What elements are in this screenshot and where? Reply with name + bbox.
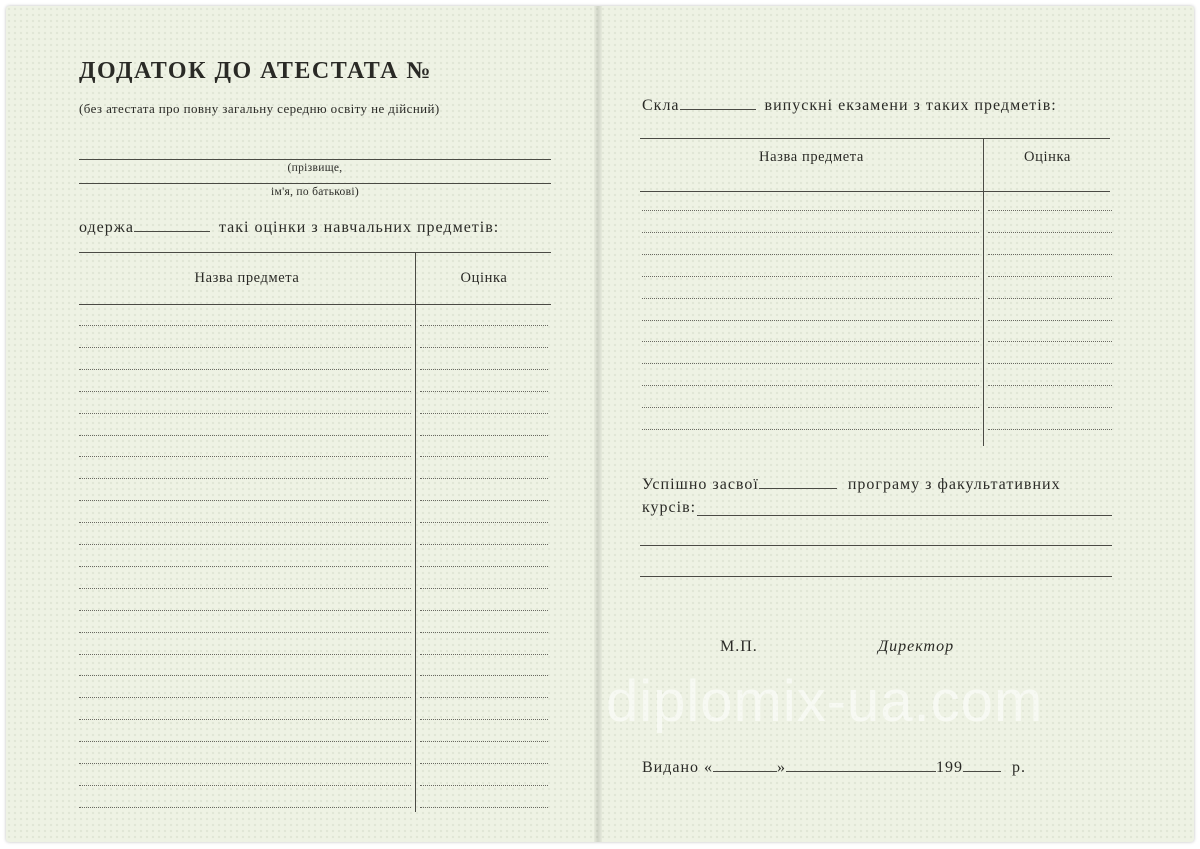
issued-month-blank xyxy=(786,756,936,772)
grade-entry-line xyxy=(988,429,1112,430)
grade-entry-line xyxy=(988,210,1112,211)
subject-entry-line xyxy=(79,807,411,808)
grade-entry-line xyxy=(420,544,548,545)
grade-entry-line xyxy=(420,719,548,720)
name-hint: ім'я, по батькові) xyxy=(271,186,359,198)
grade-entry-line xyxy=(420,675,548,676)
subject-entry-line xyxy=(642,298,979,299)
grade-entry-line xyxy=(420,632,548,633)
subject-entry-line xyxy=(79,391,411,392)
issued-year-blank xyxy=(963,756,1001,772)
exams-prefix: Скла xyxy=(642,97,680,114)
subject-entry-line xyxy=(79,413,411,414)
watermark: diplomix-ua.com xyxy=(606,669,1044,734)
subject-entry-line xyxy=(642,320,979,321)
grade-entry-line xyxy=(420,763,548,764)
surname-line xyxy=(79,159,551,160)
subject-entry-line xyxy=(79,654,411,655)
subject-entry-line xyxy=(79,566,411,567)
issued-line xyxy=(642,756,1026,777)
issued-day-blank xyxy=(713,756,777,772)
grade-entry-line xyxy=(988,320,1112,321)
issued-year-prefix: 199 xyxy=(936,759,964,776)
grade-entry-line xyxy=(988,276,1112,277)
grade-entry-line xyxy=(988,407,1112,408)
subject-entry-line xyxy=(79,719,411,720)
grade-entry-line xyxy=(420,610,548,611)
subject-entry-line xyxy=(642,385,979,386)
grade-entry-line xyxy=(420,807,548,808)
grade-entry-line xyxy=(988,298,1112,299)
exams-blank xyxy=(680,94,756,110)
subject-entry-line xyxy=(79,500,411,501)
issued-prefix: Видано « xyxy=(642,759,714,776)
subject-entry-line xyxy=(79,741,411,742)
electives-blank xyxy=(759,473,837,489)
issued-quote-close: » xyxy=(777,759,787,776)
grade-entry-line xyxy=(420,741,548,742)
grade-entry-line xyxy=(420,785,548,786)
grade-entry-line xyxy=(420,325,548,326)
document-title: ДОДАТОК ДО АТЕСТАТА № xyxy=(79,58,433,84)
surname-hint: (прізвище, xyxy=(287,162,343,174)
page-fold xyxy=(594,6,602,842)
validity-note: (без атестата про повну загальну середню освіту не дійсний) xyxy=(79,101,440,116)
issued-year-suffix: р. xyxy=(1012,759,1027,776)
electives-blank-line2 xyxy=(640,545,1112,546)
subject-entry-line xyxy=(642,429,979,430)
grade-entry-line xyxy=(420,566,548,567)
grade-entry-line xyxy=(420,435,548,436)
subject-entry-line xyxy=(79,785,411,786)
subject-entry-line xyxy=(79,522,411,523)
grade-entry-line xyxy=(420,500,548,501)
grade-entry-line xyxy=(988,232,1112,233)
grade-entry-line xyxy=(420,347,548,348)
grade-entry-line xyxy=(420,697,548,698)
exams-line xyxy=(642,94,1057,115)
exams-suffix: випускні екзамени з таких предметів: xyxy=(764,97,1057,114)
subject-entry-line xyxy=(642,232,979,233)
subject-entry-line xyxy=(79,610,411,611)
subject-entry-line xyxy=(642,254,979,255)
grade-entry-line xyxy=(988,385,1112,386)
subject-entry-line xyxy=(79,478,411,479)
subject-entry-line xyxy=(79,369,411,370)
exams-table-header-bottom xyxy=(640,191,1110,192)
subject-header: Назва предмета xyxy=(194,270,300,286)
director-label: Директор xyxy=(878,638,955,655)
subject-entry-line xyxy=(79,697,411,698)
grade-header: Оцінка xyxy=(460,270,508,286)
stamp-label: М.П. xyxy=(720,638,758,655)
name-line xyxy=(79,183,551,184)
grades-table-divider xyxy=(415,252,416,812)
subject-entry-line xyxy=(79,347,411,348)
received-blank xyxy=(134,216,210,232)
electives-blank-line1 xyxy=(697,515,1112,516)
exams-table-divider xyxy=(983,138,984,446)
grade-entry-line xyxy=(420,391,548,392)
received-suffix: такі оцінки з навчальних предметів: xyxy=(218,219,500,236)
subject-entry-line xyxy=(642,276,979,277)
exam-subject-header: Назва предмета xyxy=(759,149,864,165)
electives-suffix: програму з факультативних xyxy=(847,476,1061,493)
subject-entry-line xyxy=(79,632,411,633)
exam-grade-header: Оцінка xyxy=(1024,149,1071,165)
grades-table-header-bottom xyxy=(79,304,551,305)
grade-entry-line xyxy=(420,369,548,370)
electives-blank-line3 xyxy=(640,576,1112,577)
subject-entry-line xyxy=(642,341,979,342)
grade-entry-line xyxy=(420,413,548,414)
subject-entry-line xyxy=(79,588,411,589)
grade-entry-line xyxy=(420,522,548,523)
subject-entry-line xyxy=(642,407,979,408)
subject-entry-line xyxy=(79,456,411,457)
grades-table-top xyxy=(79,252,551,253)
electives-line2: курсів: xyxy=(642,499,697,516)
subject-entry-line xyxy=(642,210,979,211)
exams-table-top xyxy=(640,138,1110,139)
subject-entry-line xyxy=(79,763,411,764)
subject-entry-line xyxy=(79,435,411,436)
grade-entry-line xyxy=(420,654,548,655)
subject-entry-line xyxy=(79,325,411,326)
grade-entry-line xyxy=(420,478,548,479)
grade-entry-line xyxy=(988,341,1112,342)
subject-entry-line xyxy=(79,675,411,676)
grade-entry-line xyxy=(420,456,548,457)
subject-entry-line xyxy=(79,544,411,545)
subject-entry-line xyxy=(642,363,979,364)
received-grades-line xyxy=(79,216,499,237)
received-prefix: одержа xyxy=(79,219,134,236)
grade-entry-line xyxy=(988,254,1112,255)
grade-entry-line xyxy=(420,588,548,589)
electives-line xyxy=(642,473,1112,494)
grade-entry-line xyxy=(988,363,1112,364)
electives-prefix: Успішно засвої xyxy=(642,476,759,493)
